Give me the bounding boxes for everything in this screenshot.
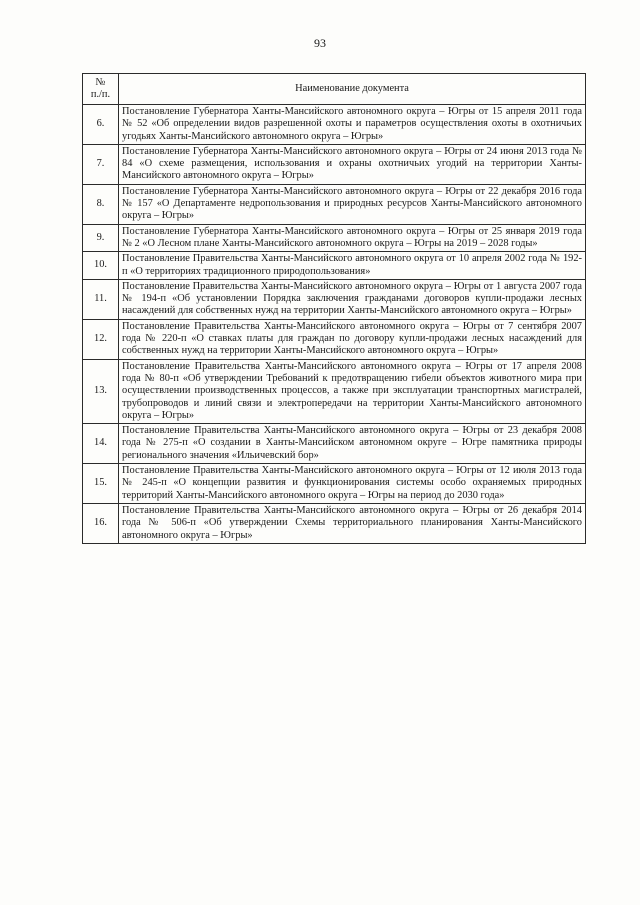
table-row bbox=[83, 105, 586, 145]
table-row bbox=[83, 359, 586, 423]
document-name: Постановление Правительства Ханты-Мансийского автономного округа – Югры от 17 апреля 2008 года № 80-п «Об утверждении Требований к предотвращению гибели объектов животного мира при осуществлении производственных процессов, а также при эксплуатации транспортных магистралей, трубопроводов и линий связи и электропередачи на территории Ханты-Мансийского автономного округа – Югры» bbox=[119, 359, 586, 423]
row-number: 8. bbox=[83, 184, 119, 224]
table-row bbox=[83, 464, 586, 504]
row-number: 6. bbox=[83, 105, 119, 145]
table-row bbox=[83, 279, 586, 319]
document-name: Постановление Правительства Ханты-Мансийского автономного округа – Югры от 26 декабря 2014 года № 506-п «Об утверждении Схемы территориального планирования Ханты-Мансийского автономного округа – Югры» bbox=[119, 503, 586, 543]
row-number: 14. bbox=[83, 424, 119, 464]
document-name: Постановление Правительства Ханты-Мансийского автономного округа – Югры от 7 сентября 2007 года № 220-п «О ставках платы для граждан по договору купли-продажи лесных насаждений для собственных нужд на территории Ханты-Мансийского автономного округа – Югры» bbox=[119, 319, 586, 359]
row-number: 16. bbox=[83, 503, 119, 543]
document-name: Постановление Губернатора Ханты-Мансийского автономного округа – Югры от 24 июня 2013 года № 84 «О схеме размещения, использования и охраны охотничьих угодий на территории Ханты-Мансийского автономного округа – Югры» bbox=[119, 144, 586, 184]
row-number: 9. bbox=[83, 224, 119, 252]
row-number: 12. bbox=[83, 319, 119, 359]
page-number: 93 bbox=[314, 36, 326, 50]
document-name: Постановление Правительства Ханты-Мансийского автономного округа – Югры от 12 июля 2013 года № 245-п «О концепции развития и функционирования системы особо охраняемых природных территорий Ханты-Мансийского автономного округа – Югры на период до 2030 года» bbox=[119, 464, 586, 504]
header-document-name: Наименование документа bbox=[119, 74, 586, 105]
document-name: Постановление Правительства Ханты-Мансийского автономного округа от 10 апреля 2002 года № 192-п «О территориях традиционного природопользования» bbox=[119, 252, 586, 280]
row-number: 13. bbox=[83, 359, 119, 423]
table-row bbox=[83, 224, 586, 252]
table-row bbox=[83, 184, 586, 224]
table-row bbox=[83, 319, 586, 359]
header-number: № п./п. bbox=[83, 74, 119, 105]
row-number: 11. bbox=[83, 279, 119, 319]
table-row bbox=[83, 503, 586, 543]
row-number: 7. bbox=[83, 144, 119, 184]
document-name: Постановление Правительства Ханты-Мансийского автономного округа – Югры от 1 августа 2007 года № 194-п «Об установлении Порядка заключения гражданами договоров купли-продажи лесных насаждений для собственных нужд на территории Ханты-Мансийского автономного округа – Югры» bbox=[119, 279, 586, 319]
document-name: Постановление Правительства Ханты-Мансийского автономного округа – Югры от 23 декабря 2008 года № 275-п «О создании в Ханты-Мансийском автономном округе – Югре памятника природы регионального значения «Ильичевский бор» bbox=[119, 424, 586, 464]
documents-table bbox=[82, 73, 586, 544]
row-number: 15. bbox=[83, 464, 119, 504]
table-row bbox=[83, 144, 586, 184]
document-name: Постановление Губернатора Ханты-Мансийского автономного округа – Югры от 22 декабря 2016 года № 157 «О Департаменте недропользования и природных ресурсов Ханты-Мансийского автономного округа – Югры» bbox=[119, 184, 586, 224]
table-row bbox=[83, 424, 586, 464]
row-number: 10. bbox=[83, 252, 119, 280]
table-row bbox=[83, 252, 586, 280]
table-header-row bbox=[83, 74, 586, 105]
document-name: Постановление Губернатора Ханты-Мансийского автономного округа – Югры от 15 апреля 2011 года № 52 «Об определении видов разрешенной охоты и параметров осуществления охоты в охотничьих угодьях Ханты-Мансийского автономного округа – Югры» bbox=[119, 105, 586, 145]
document-name: Постановление Губернатора Ханты-Мансийского автономного округа – Югры от 25 января 2019 года № 2 «О Лесном плане Ханты-Мансийского автономного округа – Югры на 2019 – 2028 годы» bbox=[119, 224, 586, 252]
